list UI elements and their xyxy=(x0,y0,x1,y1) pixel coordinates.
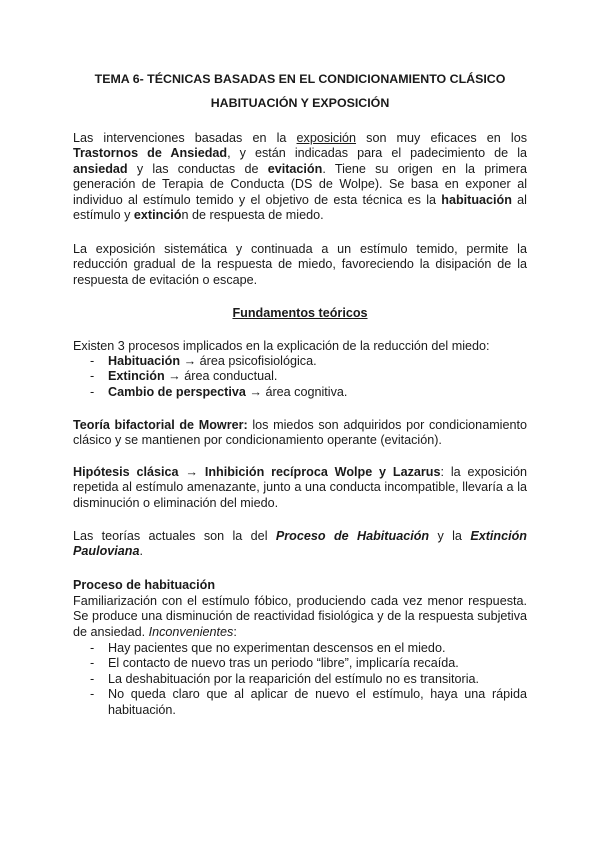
title-line-1: TEMA 6- TÉCNICAS BASADAS EN EL CONDICIONAMIENTO CLÁSICO xyxy=(94,72,506,86)
list-item xyxy=(90,354,527,369)
intro-ansiedad: ansiedad xyxy=(73,161,128,176)
dash-marker: - xyxy=(90,656,95,671)
hipotesis-paragraph xyxy=(73,465,527,511)
list-item xyxy=(90,672,527,687)
hipotesis-label: Hipótesis clásica → Inhibición recíproca Wolpe y Lazarus xyxy=(73,465,441,479)
list-item xyxy=(90,687,527,718)
intro-text-3: , y están indicadas para el padecimiento de la xyxy=(227,146,527,161)
inconveniente-text: No queda claro que al aplicar de nuevo el estímulo, haya una rápida habituación. xyxy=(108,687,527,717)
intro-text-6: al estímulo y xyxy=(73,192,527,223)
habituacion-subtitle: Proceso de habituación xyxy=(73,578,216,592)
section-title-fundamentos: Fundamentos teóricos xyxy=(232,306,368,320)
dash-marker: - xyxy=(90,687,95,702)
intro-text-1: Las intervenciones basadas en la xyxy=(73,131,297,145)
list-item xyxy=(90,385,527,400)
intro-trastornos: Trastornos de Ansiedad xyxy=(73,146,228,161)
mowrer-text: los miedos son adquiridos por condicionamiento clásico y se mantienen por condicionamiento operante (evitación). xyxy=(73,418,527,448)
teorias-text-2: y la xyxy=(429,529,471,543)
intro-habituacion: habituación xyxy=(441,192,512,207)
process-name: Extinción xyxy=(108,369,165,384)
colon: : xyxy=(233,624,237,639)
exposure-paragraph: La exposición sistemática y continuada a un estímulo temido, permite la reducción gradual de la respuesta de miedo, favoreciendo la disipación de la respuesta de evitación o escape. xyxy=(73,242,527,287)
intro-exposicion: exposición xyxy=(296,131,357,145)
list-item xyxy=(90,641,527,656)
dash-marker: - xyxy=(90,671,95,686)
teorias-paragraph xyxy=(73,529,527,560)
mowrer-label: Teoría bifactorial de Mowrer: xyxy=(73,418,248,432)
intro-text-2: son muy eficaces en los xyxy=(356,131,527,145)
title-line-2: HABITUACIÓN Y EXPOSICIÓN xyxy=(210,96,390,110)
intro-text-7: n de respuesta de miedo. xyxy=(181,208,324,223)
teorias-text-1: Las teorías actuales son la del xyxy=(73,529,276,543)
intro-extincion: extinció xyxy=(133,208,182,223)
processes-intro: Existen 3 procesos implicados en la explicación de la reducción del miedo: xyxy=(73,339,490,353)
habituacion-text: Familiarización con el estímulo fóbico, produciendo cada vez menor respuesta. Se produce una disminución de reactividad fisiológica y de la respuesta subjetiva de ansiedad. xyxy=(73,594,527,639)
dash-marker: - xyxy=(90,354,95,368)
dash-marker: - xyxy=(90,641,95,655)
list-item xyxy=(90,369,527,384)
process-name: Cambio de perspectiva xyxy=(108,384,246,399)
hipotesis-text: : la exposición repetida al estímulo amenazante, junto a una conducta incompatible, llevaría a la disminución o eliminación del miedo. xyxy=(73,465,527,510)
intro-text-4: y las conductas de xyxy=(127,161,268,176)
habituacion-paragraph xyxy=(73,594,527,640)
intro-evitacion: evitación xyxy=(267,161,323,176)
dash-marker: - xyxy=(90,384,95,399)
process-area: → área psicofisiológica. xyxy=(180,354,317,368)
teorias-habituacion: Proceso de Habituación xyxy=(275,529,430,543)
inconveniente-text: El contacto de nuevo tras un periodo “libre”, implicaría recaída. xyxy=(108,656,459,671)
list-item xyxy=(90,656,527,671)
teorias-extincion: Extinción Pauloviana xyxy=(73,529,527,559)
process-area: → área cognitiva. xyxy=(245,384,348,399)
intro-text-5: . Tiene su origen en la primera generación de Terapia de Conducta (DS de Wolpe). Se basa en exponer al individuo al estímulo temido y el objetivo de esta técnica es la xyxy=(73,161,527,207)
mowrer-paragraph xyxy=(73,418,527,449)
intro-paragraph xyxy=(73,131,527,223)
inconveniente-text: La deshabituación por la reaparición del estímulo no es transitoria. xyxy=(108,671,480,686)
inconveniente-text: Hay pacientes que no experimentan descensos en el miedo. xyxy=(108,641,446,655)
dash-marker: - xyxy=(90,369,95,384)
process-name: Habituación xyxy=(108,354,181,368)
inconvenientes-label: Inconvenientes xyxy=(148,624,234,639)
process-area: → área conductual. xyxy=(164,369,278,384)
inconvenientes-list xyxy=(90,641,527,718)
teorias-text-3: . xyxy=(139,544,143,559)
processes-list xyxy=(90,354,527,400)
